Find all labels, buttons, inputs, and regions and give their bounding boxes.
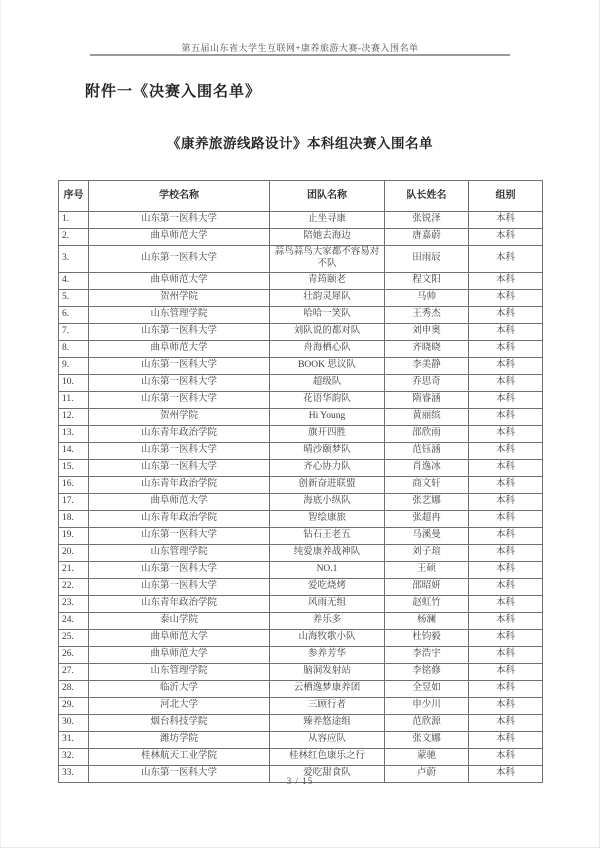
table-row xyxy=(59,646,543,663)
table-body xyxy=(59,212,543,783)
cell-no: 25. xyxy=(59,629,89,646)
table-row xyxy=(59,246,543,273)
cell-no: 3. xyxy=(59,246,89,273)
cell-school: 山东第一医科大学 xyxy=(89,442,270,459)
cell-team: 风雨无组 xyxy=(270,595,385,612)
table-row xyxy=(59,476,543,493)
cell-school: 山东第一医科大学 xyxy=(89,391,270,408)
table-row xyxy=(59,714,543,731)
cell-captain: 王硕 xyxy=(385,561,469,578)
table-row xyxy=(59,595,543,612)
table-row xyxy=(59,272,543,289)
cell-captain: 赵虹竹 xyxy=(385,595,469,612)
cell-group: 本科 xyxy=(469,229,543,246)
cell-no: 30. xyxy=(59,714,89,731)
cell-school: 曲阜师范大学 xyxy=(89,272,270,289)
cell-team: 纯爱康养战神队 xyxy=(270,544,385,561)
cell-team: 齐心协力队 xyxy=(270,459,385,476)
cell-group: 本科 xyxy=(469,493,543,510)
table-row xyxy=(59,374,543,391)
cell-captain: 田雨辰 xyxy=(385,246,469,273)
cell-school: 山东第一医科大学 xyxy=(89,561,270,578)
cell-no: 31. xyxy=(59,731,89,748)
cell-team: 臻养悠途组 xyxy=(270,714,385,731)
cell-group: 本科 xyxy=(469,663,543,680)
header-divider xyxy=(90,54,510,56)
cell-team: 养乐多 xyxy=(270,612,385,629)
cell-captain: 范钰涵 xyxy=(385,442,469,459)
cell-school: 山东管理学院 xyxy=(89,544,270,561)
cell-group: 本科 xyxy=(469,323,543,340)
cell-group: 本科 xyxy=(469,340,543,357)
cell-captain: 杨澜 xyxy=(385,612,469,629)
cell-no: 6. xyxy=(59,306,89,323)
cell-team: 哈哈一笑队 xyxy=(270,306,385,323)
cell-no: 32. xyxy=(59,748,89,765)
cell-team: NO.1 xyxy=(270,561,385,578)
cell-team: 超级队 xyxy=(270,374,385,391)
running-header: 第五届山东省大学生互联网+康养旅游大赛-决赛入围名单 xyxy=(181,43,419,53)
finalists-table xyxy=(58,180,543,783)
cell-no: 4. xyxy=(59,272,89,289)
cell-captain: 张超冉 xyxy=(385,510,469,527)
cell-team: 桂林红色康乐之行 xyxy=(270,748,385,765)
table-row xyxy=(59,229,543,246)
cell-no: 21. xyxy=(59,561,89,578)
cell-school: 山东青年政治学院 xyxy=(89,595,270,612)
cell-team: 壮韵灵犀队 xyxy=(270,289,385,306)
table-row xyxy=(59,561,543,578)
cell-no: 9. xyxy=(59,357,89,374)
cell-group: 本科 xyxy=(469,459,543,476)
cell-school: 泰山学院 xyxy=(89,612,270,629)
cell-team: Hi Young xyxy=(270,408,385,425)
cell-school: 曲阜师范大学 xyxy=(89,340,270,357)
cell-captain: 马溪曼 xyxy=(385,527,469,544)
table-row xyxy=(59,578,543,595)
cell-school: 山东管理学院 xyxy=(89,306,270,323)
cell-captain: 马帅 xyxy=(385,289,469,306)
table-row xyxy=(59,391,543,408)
table-row xyxy=(59,408,543,425)
cell-captain: 张锐泽 xyxy=(385,212,469,229)
cell-captain: 刘子瑄 xyxy=(385,544,469,561)
cell-group: 本科 xyxy=(469,306,543,323)
cell-no: 27. xyxy=(59,663,89,680)
cell-captain: 全昱如 xyxy=(385,680,469,697)
cell-team: 创新奋进联盟 xyxy=(270,476,385,493)
cell-captain: 程文阳 xyxy=(385,272,469,289)
cell-group: 本科 xyxy=(469,289,543,306)
cell-no: 7. xyxy=(59,323,89,340)
cell-team: 晴沙颐梦队 xyxy=(270,442,385,459)
cell-captain: 唐嘉蔚 xyxy=(385,229,469,246)
cell-team: 刘队说的都对队 xyxy=(270,323,385,340)
table-row xyxy=(59,357,543,374)
cell-school: 河北大学 xyxy=(89,697,270,714)
cell-school: 山东第一医科大学 xyxy=(89,246,270,273)
table-row xyxy=(59,289,543,306)
cell-group: 本科 xyxy=(469,646,543,663)
cell-group: 本科 xyxy=(469,425,543,442)
cell-no: 16. xyxy=(59,476,89,493)
table-row xyxy=(59,459,543,476)
cell-team: 从容应队 xyxy=(270,731,385,748)
cell-no: 33. xyxy=(59,765,89,782)
cell-captain: 张艺娜 xyxy=(385,493,469,510)
cell-group: 本科 xyxy=(469,697,543,714)
cell-group: 本科 xyxy=(469,544,543,561)
table-row xyxy=(59,442,543,459)
cell-school: 山东第一医科大学 xyxy=(89,765,270,782)
table-row xyxy=(59,663,543,680)
cell-no: 12. xyxy=(59,408,89,425)
cell-captain: 乔思奇 xyxy=(385,374,469,391)
cell-team: 舟海栖心队 xyxy=(270,340,385,357)
cell-group: 本科 xyxy=(469,476,543,493)
cell-group: 本科 xyxy=(469,612,543,629)
cell-group: 本科 xyxy=(469,391,543,408)
cell-school: 山东第一医科大学 xyxy=(89,323,270,340)
cell-team: 智绘康旅 xyxy=(270,510,385,527)
cell-school: 曲阜师范大学 xyxy=(89,229,270,246)
cell-captain: 王秀杰 xyxy=(385,306,469,323)
cell-captain: 杜钧毅 xyxy=(385,629,469,646)
cell-team: 脑洞发射站 xyxy=(270,663,385,680)
cell-no: 28. xyxy=(59,680,89,697)
table-row xyxy=(59,425,543,442)
cell-group: 本科 xyxy=(469,629,543,646)
cell-captain: 张文娜 xyxy=(385,731,469,748)
table-row xyxy=(59,612,543,629)
cell-team: 旗开四胜 xyxy=(270,425,385,442)
table-row xyxy=(59,697,543,714)
cell-group: 本科 xyxy=(469,595,543,612)
cell-team: 爱吃甜食队 xyxy=(270,765,385,782)
cell-group: 本科 xyxy=(469,510,543,527)
cell-team: 参养芳华 xyxy=(270,646,385,663)
cell-no: 20. xyxy=(59,544,89,561)
cell-school: 烟台科技学院 xyxy=(89,714,270,731)
table-row xyxy=(59,323,543,340)
cell-school: 贺州学院 xyxy=(89,289,270,306)
cell-team: 爱吃烧烤 xyxy=(270,578,385,595)
cell-captain: 蒙驰 xyxy=(385,748,469,765)
cell-no: 22. xyxy=(59,578,89,595)
cell-team: 云栖逸梦康养团 xyxy=(270,680,385,697)
cell-group: 本科 xyxy=(469,680,543,697)
cell-school: 贺州学院 xyxy=(89,408,270,425)
column-header-1: 学校名称 xyxy=(89,181,270,212)
cell-team: 花语华韵队 xyxy=(270,391,385,408)
table-head xyxy=(59,181,543,212)
cell-school: 山东第一医科大学 xyxy=(89,459,270,476)
cell-captain: 邵欣雨 xyxy=(385,425,469,442)
cell-group: 本科 xyxy=(469,714,543,731)
cell-team: BOOK 思议队 xyxy=(270,357,385,374)
attachment-title: 附件一《决赛入围名单》 xyxy=(85,84,262,100)
cell-group: 本科 xyxy=(469,578,543,595)
cell-school: 山东青年政治学院 xyxy=(89,425,270,442)
cell-captain: 肖逸冰 xyxy=(385,459,469,476)
table-row xyxy=(59,212,543,229)
table-row xyxy=(59,544,543,561)
cell-no: 11. xyxy=(59,391,89,408)
cell-group: 本科 xyxy=(469,408,543,425)
cell-school: 山东第一医科大学 xyxy=(89,527,270,544)
cell-no: 14. xyxy=(59,442,89,459)
cell-no: 2. xyxy=(59,229,89,246)
cell-captain: 黄丽缤 xyxy=(385,408,469,425)
cell-no: 24. xyxy=(59,612,89,629)
table-title: 《康养旅游线路设计》本科组决赛入围名单 xyxy=(167,136,433,151)
cell-no: 17. xyxy=(59,493,89,510)
cell-school: 曲阜师范大学 xyxy=(89,629,270,646)
cell-school: 桂林航天工业学院 xyxy=(89,748,270,765)
cell-no: 8. xyxy=(59,340,89,357)
cell-captain: 刘申奥 xyxy=(385,323,469,340)
cell-group: 本科 xyxy=(469,527,543,544)
cell-team: 钻石王老五 xyxy=(270,527,385,544)
cell-captain: 隋睿涵 xyxy=(385,391,469,408)
cell-no: 1. xyxy=(59,212,89,229)
cell-group: 本科 xyxy=(469,374,543,391)
cell-no: 18. xyxy=(59,510,89,527)
cell-no: 23. xyxy=(59,595,89,612)
cell-school: 山东青年政治学院 xyxy=(89,476,270,493)
table-header-row xyxy=(59,181,543,212)
cell-team: 蒜鸟蒜鸟大家都不容易对不队 xyxy=(270,246,385,273)
cell-team: 三顾行者 xyxy=(270,697,385,714)
cell-school: 山东第一医科大学 xyxy=(89,578,270,595)
table-row xyxy=(59,510,543,527)
cell-team: 陪她去海边 xyxy=(270,229,385,246)
cell-group: 本科 xyxy=(469,246,543,273)
table-row xyxy=(59,493,543,510)
cell-captain: 商文轩 xyxy=(385,476,469,493)
cell-captain: 齐晓晓 xyxy=(385,340,469,357)
cell-school: 山东第一医科大学 xyxy=(89,212,270,229)
cell-group: 本科 xyxy=(469,212,543,229)
cell-captain: 李铭修 xyxy=(385,663,469,680)
cell-captain: 李浩宇 xyxy=(385,646,469,663)
cell-group: 本科 xyxy=(469,731,543,748)
cell-school: 山东第一医科大学 xyxy=(89,374,270,391)
table-row xyxy=(59,748,543,765)
cell-captain: 申少川 xyxy=(385,697,469,714)
cell-no: 10. xyxy=(59,374,89,391)
cell-group: 本科 xyxy=(469,442,543,459)
table-row xyxy=(59,306,543,323)
cell-captain: 范欣源 xyxy=(385,714,469,731)
table-row xyxy=(59,629,543,646)
column-header-4: 组别 xyxy=(469,181,543,212)
cell-team: 海底小纵队 xyxy=(270,493,385,510)
cell-no: 26. xyxy=(59,646,89,663)
cell-captain: 邵昭妍 xyxy=(385,578,469,595)
column-header-2: 团队名称 xyxy=(270,181,385,212)
cell-no: 5. xyxy=(59,289,89,306)
cell-school: 曲阜师范大学 xyxy=(89,493,270,510)
table-row xyxy=(59,731,543,748)
cell-captain: 李美静 xyxy=(385,357,469,374)
cell-team: 山海牧歌小队 xyxy=(270,629,385,646)
cell-captain: 卢蔚 xyxy=(385,765,469,782)
cell-group: 本科 xyxy=(469,272,543,289)
cell-school: 潍坊学院 xyxy=(89,731,270,748)
cell-no: 29. xyxy=(59,697,89,714)
cell-group: 本科 xyxy=(469,765,543,782)
table-row xyxy=(59,527,543,544)
cell-school: 曲阜师范大学 xyxy=(89,646,270,663)
column-header-0: 序号 xyxy=(59,181,89,212)
cell-no: 15. xyxy=(59,459,89,476)
table-row xyxy=(59,680,543,697)
cell-school: 山东青年政治学院 xyxy=(89,510,270,527)
cell-group: 本科 xyxy=(469,561,543,578)
page-number: 3 / 15 xyxy=(286,776,314,786)
cell-school: 临沂大学 xyxy=(89,680,270,697)
cell-school: 山东第一医科大学 xyxy=(89,357,270,374)
cell-group: 本科 xyxy=(469,357,543,374)
cell-no: 13. xyxy=(59,425,89,442)
cell-team: 止坐寻康 xyxy=(270,212,385,229)
cell-group: 本科 xyxy=(469,748,543,765)
column-header-3: 队长姓名 xyxy=(385,181,469,212)
cell-no: 19. xyxy=(59,527,89,544)
cell-team: 青筠颐老 xyxy=(270,272,385,289)
table-row xyxy=(59,340,543,357)
cell-school: 山东管理学院 xyxy=(89,663,270,680)
